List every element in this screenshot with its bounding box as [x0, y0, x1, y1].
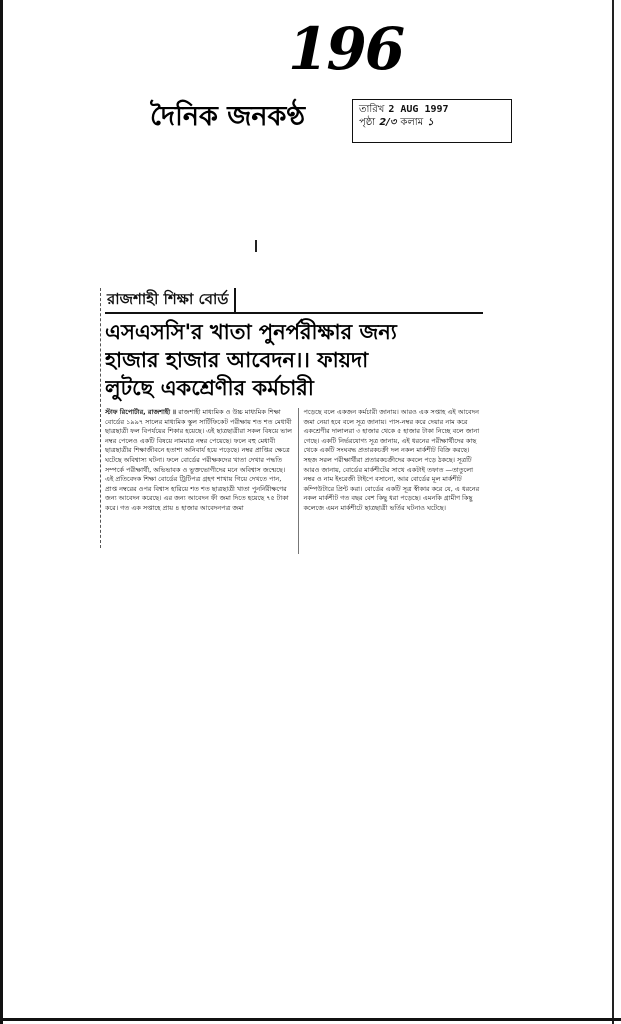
column-2-text: পড়েছে বলে একজন কর্মচারী জানায়। আরও এক সপ্তাহ এই আবেদন জমা নেয়া হবে বলে সূত্র জানায়। পাস-নম্বর করে দেয়ার নাম করে একশ্রেণীর দালালরা ৩ হাজার থেকে ৫ হাজার টাকা নিচ্ছে বলে জানা গেছে। একটি নির্ভরযোগ্য সূত্র জানায়, এই ধরনের পরীক্ষার্থীদের কাছ থেকে একটি সংঘবদ্ধ প্রতারকচক্রী দল নকল মার্কশীট বিক্রি করছে। সহজ সরল পরীক্ষার্থীরা প্রতারকচক্রীদের কবলে পড়ে ঠকছে। সূত্রটি আরও জানায়, বোর্ডের মার্কশীটের সাথে একটাই তফাত —তাতুলো নম্বর ও নাম ইংরেজী টাইপে বসানো, আর বোর্ডের মূল মার্কশীট কম্পিউটারে প্রিন্ট করা। বোর্ডের একটি সূত্র স্বীকার করে যে, এ ধরনের নকল মার্কশীট গত বছর বেশ কিছু ধরা পড়েছে। এমনকি গ্রামীণ কিছু কলেজে এমন মার্কশীটে ছাত্রছাত্রী ভর্তির ঘটনাও ঘটেছে।: [303, 408, 480, 512]
kicker-label: রাজশাহী শিক্ষা বোর্ড: [105, 288, 236, 312]
stamp-page-row: [359, 116, 505, 129]
headline-line-1: এসএসসি'র খাতা পুনর্পরীক্ষার জন্য: [105, 320, 397, 344]
article-column-2: [298, 408, 485, 554]
scan-right-edge: [612, 0, 614, 1024]
scan-left-edge: [0, 0, 3, 1024]
stamp-date-value: 2 AUG 1997: [388, 104, 449, 115]
archive-date-stamp: [352, 99, 512, 143]
handwritten-page-number: 196: [288, 15, 404, 83]
article-body: [105, 408, 485, 554]
stamp-date-row: [359, 103, 505, 116]
scan-bottom-edge: [0, 1018, 621, 1021]
article-byline: স্টাফ রিপোর্টার, রাজশাহী ॥: [105, 408, 177, 416]
stamp-column-label: কলাম: [400, 117, 424, 128]
article-column-1: [105, 408, 292, 554]
headline-line-2: হাজার হাজার আবেদন।। ফায়দা: [105, 348, 369, 372]
article-kicker: [105, 288, 483, 314]
stamp-page-label: পৃষ্ঠা: [359, 117, 376, 128]
stamp-date-label: তারিখ: [359, 104, 385, 115]
column-1-text: রাজশাহী মাধ্যমিক ও উচ্চ মাধ্যমিক শিক্ষা বোর্ডের ১৯৯৭ সালের মাধ্যমিক স্কুল সার্টিফিকেট পরীক্ষায় শত শত মেধাবী ছাত্রছাত্রী ফল বিপর্যয়ের শিকার হয়েছে। এই ছাত্রছাত্রীরা সকল বিষয়ে ভাল নম্বর পেলেও একটি বিষয়ে নামমাত্র নম্বর পেয়েছে। ফলে বহু মেধাবী ছাত্রছাত্রীর শিক্ষাজীবনে হতাশা অনিবার্য হয়ে পড়েছে। নম্বর প্রাপ্তির ক্ষেত্রে ঘটেছে অবিশ্বাস্য ঘটনা। ফলে বোর্ডের পরীক্ষকদের খাতা দেখার পদ্ধতি সম্পর্কে পরীক্ষার্থী, অভিভাবক ও ভুক্তভোগীদের মনে অবিশ্বাস জন্মেছে। এই প্রতিবেদক শিক্ষা বোর্ডের ট্রিটিপত্র গ্রহণ শাখায় গিয়ে দেখতে পান, প্রাপ্ত নম্বরের ওপর বিশ্বাস হারিয়ে শত শত ছাত্রছাত্রী খাতা পুনর্নিরীক্ষণের জন্য আবেদন করেছে। এর জন্য আবেদন ফী জমা দিতে হয়েছে ৭৫ টাকা করে। গত এক সপ্তাহে প্রায় ৪ হাজার আবেদনপত্র জমা: [105, 408, 292, 512]
scan-mark: [255, 240, 257, 252]
headline-line-3: লুটছে একশ্রেণীর কর্মচারী: [105, 376, 314, 400]
stamp-page-value: 2/৩: [379, 117, 397, 128]
article-headline: [105, 318, 483, 402]
newspaper-masthead: দৈনিক জনকণ্ঠ: [150, 101, 306, 132]
newspaper-clipping: [100, 288, 487, 548]
stamp-column-value: ১: [427, 117, 434, 128]
